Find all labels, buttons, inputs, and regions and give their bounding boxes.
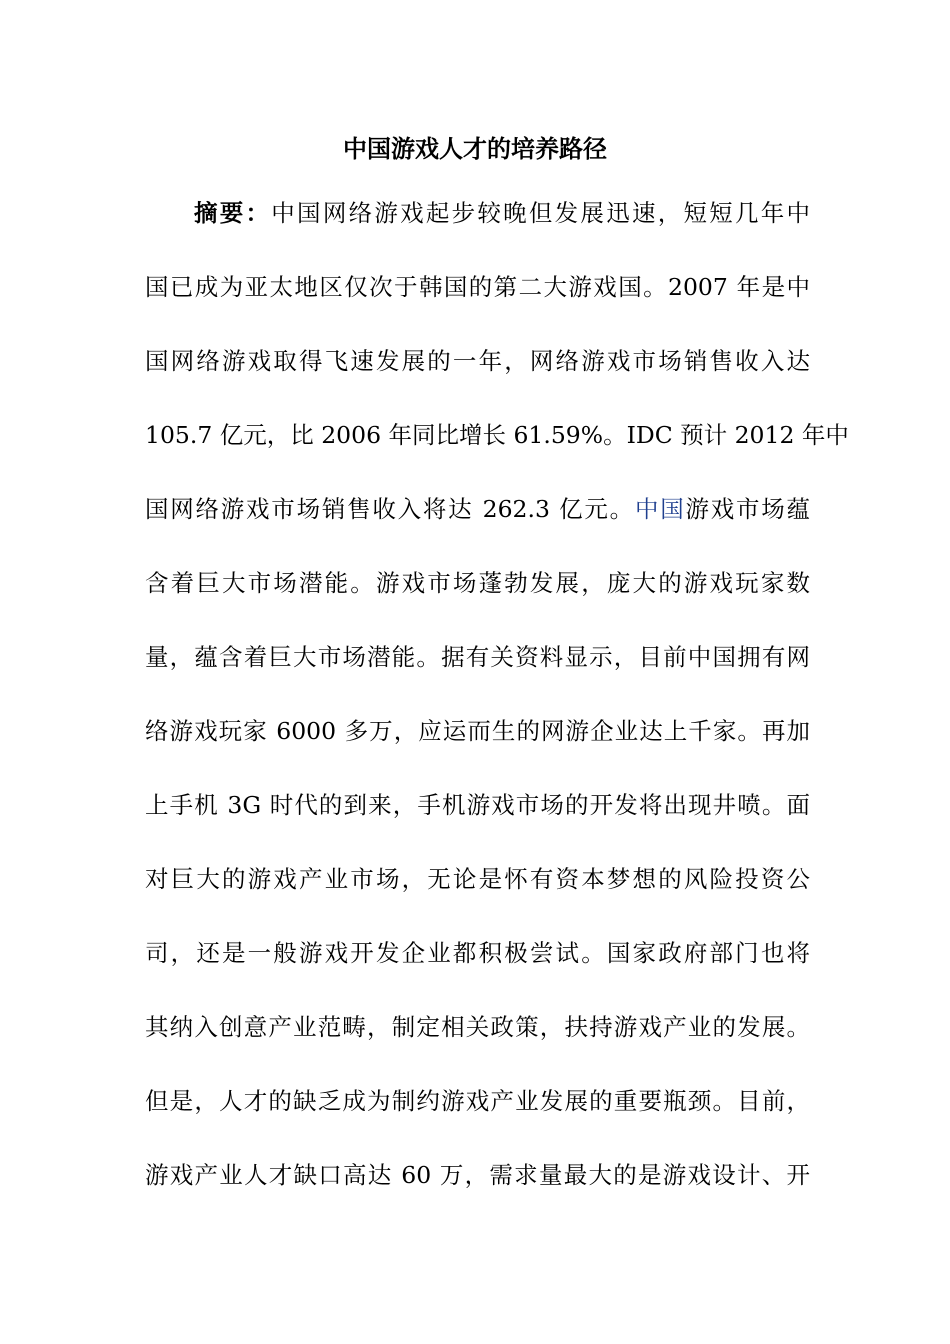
abstract-line-13: 但是，人才的缺乏成为制约游戏产业发展的重要瓶颈。目前，: [145, 1087, 810, 1115]
abstract-label: 摘要：: [194, 199, 272, 227]
abstract-line-4: 105.7 亿元，比 2006 年同比增长 61.59%。IDC 预计 2012 年中: [145, 421, 849, 449]
abstract-line-11: 司，还是一般游戏开发企业都积极尝试。国家政府部门也将: [145, 939, 810, 967]
abstract-line-3: 国网络游戏取得飞速发展的一年，网络游戏市场销售收入达: [145, 347, 810, 375]
abstract-text-5: 国网络游戏市场销售收入将达 262.3 亿元。: [145, 495, 635, 523]
abstract-line-6: 含着巨大市场潜能。游戏市场蓬勃发展，庞大的游戏玩家数: [145, 569, 810, 597]
abstract-line-12: 其纳入创意产业范畴，制定相关政策，扶持游戏产业的发展。: [145, 1013, 810, 1041]
abstract-line-1: [194, 193, 810, 233]
abstract-line-9: 上手机 3G 时代的到来，手机游戏市场的开发将出现井喷。面: [145, 791, 810, 819]
document-title: 中国游戏人才的培养路径: [343, 134, 607, 163]
abstract-text-5-tail: 游戏市场蕴: [685, 495, 811, 523]
abstract-line-5: [145, 489, 810, 529]
abstract-line-7: 量，蕴含着巨大市场潜能。据有关资料显示，目前中国拥有网: [145, 643, 810, 671]
abstract-text-1: 中国网络游戏起步较晚但发展迅速，短短几年中: [271, 199, 811, 227]
abstract-line-8: 络游戏玩家 6000 多万，应运而生的网游企业达上千家。再加: [145, 717, 810, 745]
abstract-line-2: 国已成为亚太地区仅次于韩国的第二大游戏国。2007 年是中: [145, 273, 810, 301]
abstract-line-14: 游戏产业人才缺口高达 60 万，需求量最大的是游戏设计、开: [145, 1161, 810, 1189]
china-link[interactable]: 中国: [634, 495, 686, 523]
abstract-line-10: 对巨大的游戏产业市场，无论是怀有资本梦想的风险投资公: [145, 865, 810, 893]
